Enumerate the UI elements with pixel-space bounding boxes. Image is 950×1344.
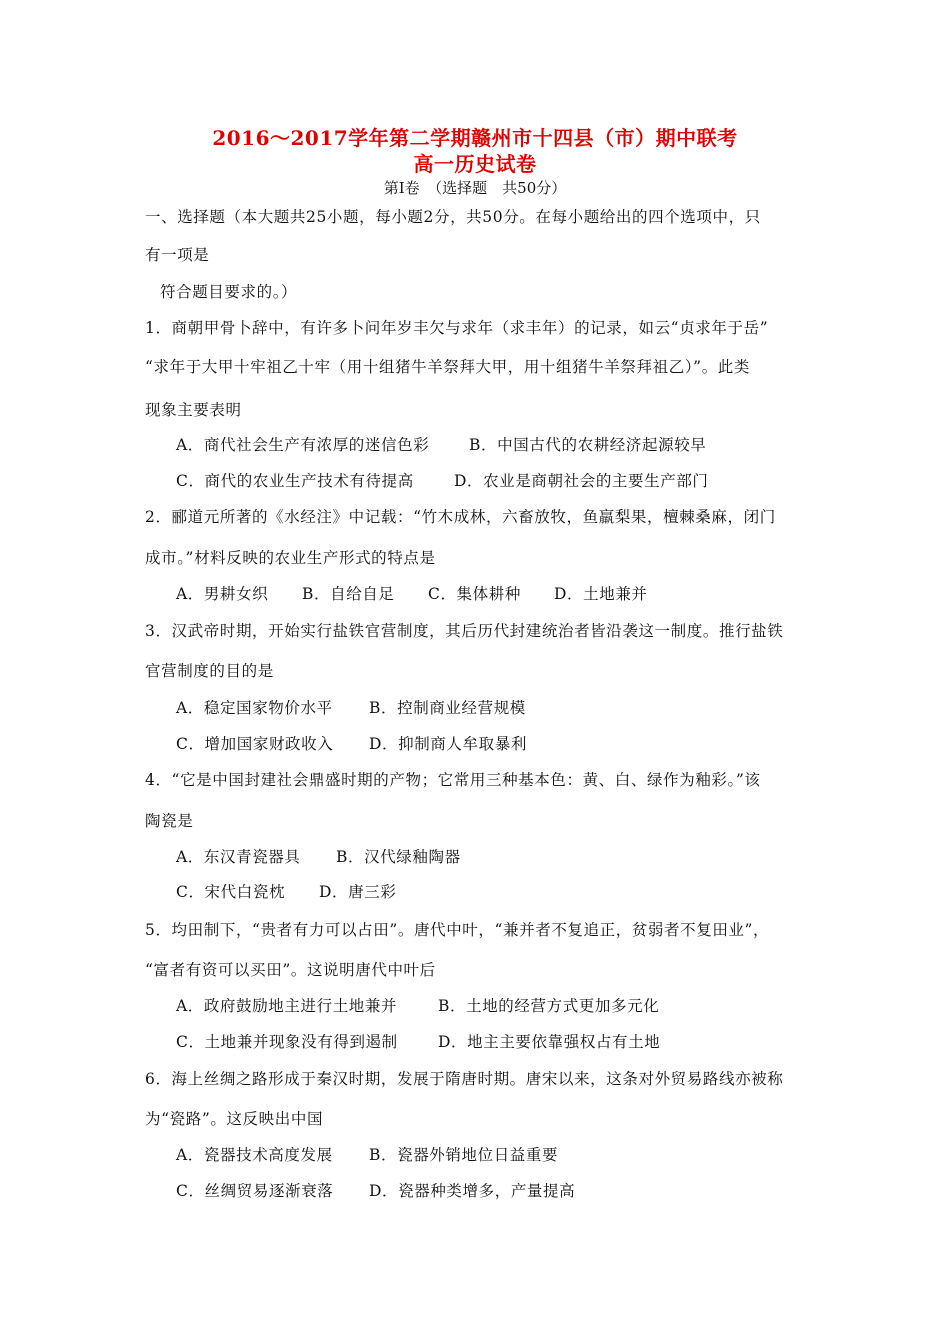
option-a: A．政府鼓励地主进行土地兼并 (176, 997, 398, 1015)
instructions-line: 符合题目要求的。） (160, 283, 298, 301)
option-c: C．商代的农业生产技术有待提高 (176, 472, 414, 490)
exam-subject-title: 高一历史试卷 (413, 152, 537, 176)
option-d: D．农业是商朝社会的主要生产部门 (454, 472, 709, 490)
question-text: “求年于大甲十牢祖乙十牢（用十组猪牛羊祭拜大甲，用十组猪牛羊祭拜祖乙）”。此类 (145, 358, 751, 376)
option-d: D．地主主要依靠强权占有土地 (438, 1033, 661, 1051)
question-text: 5．均田制下，“贵者有力可以占田”。唐代中叶，“兼并者不复追正，贫弱者不复田业”， (145, 921, 770, 939)
question-text: 成市。”材料反映的农业生产形式的特点是 (145, 549, 436, 567)
option-a: A．东汉青瓷器具 (176, 848, 301, 866)
option-b: B．自给自足 (302, 585, 395, 603)
question-text: “富者有资可以买田”。这说明唐代中叶后 (145, 961, 436, 979)
option-b: B．土地的经营方式更加多元化 (438, 997, 660, 1015)
option-b: B．控制商业经营规模 (369, 699, 526, 717)
question-text: 6．海上丝绸之路形成于秦汉时期，发展于隋唐时期。唐宋以来，这条对外贸易路线亦被称 (145, 1070, 784, 1088)
option-a: A．男耕女织 (176, 585, 269, 603)
option-d: D．瓷器种类增多，产量提高 (369, 1182, 576, 1200)
option-d: D．抑制商人牟取暴利 (369, 735, 527, 753)
instructions-line: 有一项是 (145, 246, 210, 264)
option-c: C．集体耕种 (428, 585, 521, 603)
option-a: A．稳定国家物价水平 (176, 699, 333, 717)
question-text: 官营制度的目的是 (145, 662, 274, 680)
question-text: 1．商朝甲骨卜辞中，有许多卜问年岁丰欠与求年（求丰年）的记录，如云“贞求年于岳” (145, 319, 769, 337)
option-d: D．土地兼并 (554, 585, 648, 603)
section-heading: 第Ⅰ卷 （选择题 共50分） (383, 179, 567, 197)
instructions-line: 一、选择题（本大题共25小题，每小题2分，共50分。在每小题给出的四个选项中，只 (145, 208, 761, 226)
question-text: 3．汉武帝时期，开始实行盐铁官营制度，其后历代封建统治者皆沿袭这一制度。推行盐铁 (145, 622, 784, 640)
option-c: C．增加国家财政收入 (176, 735, 334, 753)
option-c: C．土地兼并现象没有得到遏制 (176, 1033, 398, 1051)
option-a: A．商代社会生产有浓厚的迷信色彩 (176, 436, 430, 454)
option-c: C．宋代白瓷枕 (176, 883, 286, 901)
option-a: A．瓷器技术高度发展 (176, 1146, 333, 1164)
question-text: 4．“它是中国封建社会鼎盛时期的产物；它常用三种基本色：黄、白、绿作为釉彩。”该 (145, 771, 761, 789)
question-text: 2．郦道元所著的《水经注》中记载：“竹木成林，六畜放牧，鱼羸梨果，檀棘桑麻，闭门 (145, 508, 776, 526)
exam-title: 2016～2017学年第二学期赣州市十四县（市）期中联考 (212, 126, 738, 150)
option-c: C．丝绸贸易逐渐衰落 (176, 1182, 334, 1200)
question-text: 为“瓷路”。这反映出中国 (145, 1110, 324, 1128)
question-text: 陶瓷是 (145, 812, 194, 830)
option-b: B．汉代绿釉陶器 (336, 848, 461, 866)
question-text: 现象主要表明 (145, 401, 242, 419)
option-b: B．中国古代的农耕经济起源较早 (469, 436, 707, 454)
option-d: D．唐三彩 (319, 883, 397, 901)
option-b: B．瓷器外销地位日益重要 (369, 1146, 559, 1164)
